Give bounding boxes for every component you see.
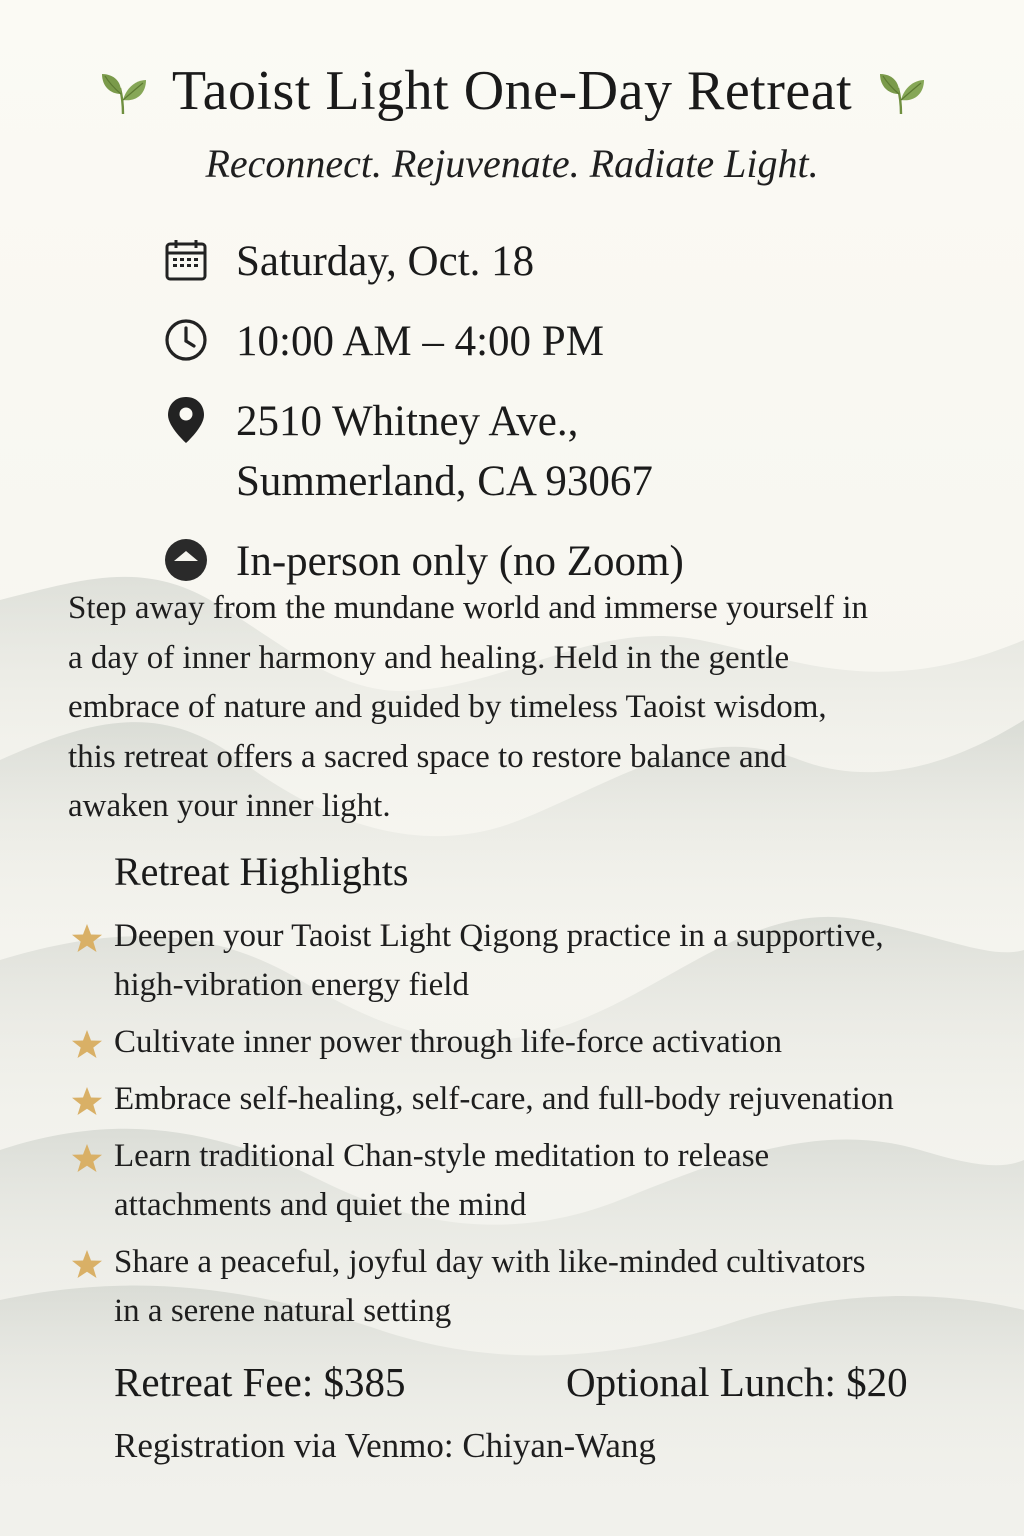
event-details <box>162 232 962 612</box>
detail-location <box>162 392 962 512</box>
event-time: 10:00 AM – 4:00 PM <box>236 318 604 365</box>
map-pin-icon <box>163 395 209 445</box>
retreat-description: Step away from the mundane world and immerse yourself in a day of inner harmony and healing. Held in the gentle embrace of nature and guided by timeless Taoist wisdom, this retreat offers a sacred space to restore balance and awaken your inner light. <box>68 590 869 824</box>
clock-icon <box>163 317 209 363</box>
star-icon <box>70 922 104 954</box>
fees-row <box>114 1358 994 1414</box>
event-address: 2510 Whitney Ave., Summerland, CA 93067 <box>236 398 653 505</box>
leaf-sprig-icon <box>874 64 928 118</box>
in-person-icon <box>163 537 209 583</box>
list-item: Cultivate inner power through life-force activation <box>70 1018 1000 1067</box>
list-item: Deepen your Taoist Light Qigong practice in a supportive, high-vibration energy field <box>70 912 1000 1010</box>
star-icon <box>70 1085 104 1117</box>
event-date: Saturday, Oct. 18 <box>236 238 535 285</box>
calendar-icon <box>163 237 209 283</box>
list-item: Learn traditional Chan-style meditation to release attachments and quiet the mind <box>70 1132 1000 1230</box>
page-title: Taoist Light One-Day Retreat <box>171 60 853 122</box>
detail-format <box>162 532 962 592</box>
star-icon <box>70 1142 104 1174</box>
highlights-list <box>70 912 1000 1344</box>
registration-info: Registration via Venmo: Chiyan-Wang <box>114 1426 656 1465</box>
event-format: In-person only (no Zoom) <box>236 538 684 585</box>
lunch-fee: Optional Lunch: $20 <box>566 1359 908 1405</box>
retreat-fee: Retreat Fee: $385 <box>114 1359 406 1405</box>
detail-time <box>162 312 962 372</box>
tagline: Reconnect. Rejuvenate. Radiate Light. <box>205 141 819 186</box>
detail-date <box>162 232 962 292</box>
leaf-sprig-icon <box>96 64 150 118</box>
highlights-heading: Retreat Highlights <box>114 849 409 894</box>
list-item: Embrace self-healing, self-care, and full-body rejuvenation <box>70 1075 1000 1124</box>
title-row <box>0 56 1024 126</box>
list-item: Share a peaceful, joyful day with like-minded cultivators in a serene natural setting <box>70 1238 1000 1336</box>
star-icon <box>70 1028 104 1060</box>
star-icon <box>70 1248 104 1280</box>
